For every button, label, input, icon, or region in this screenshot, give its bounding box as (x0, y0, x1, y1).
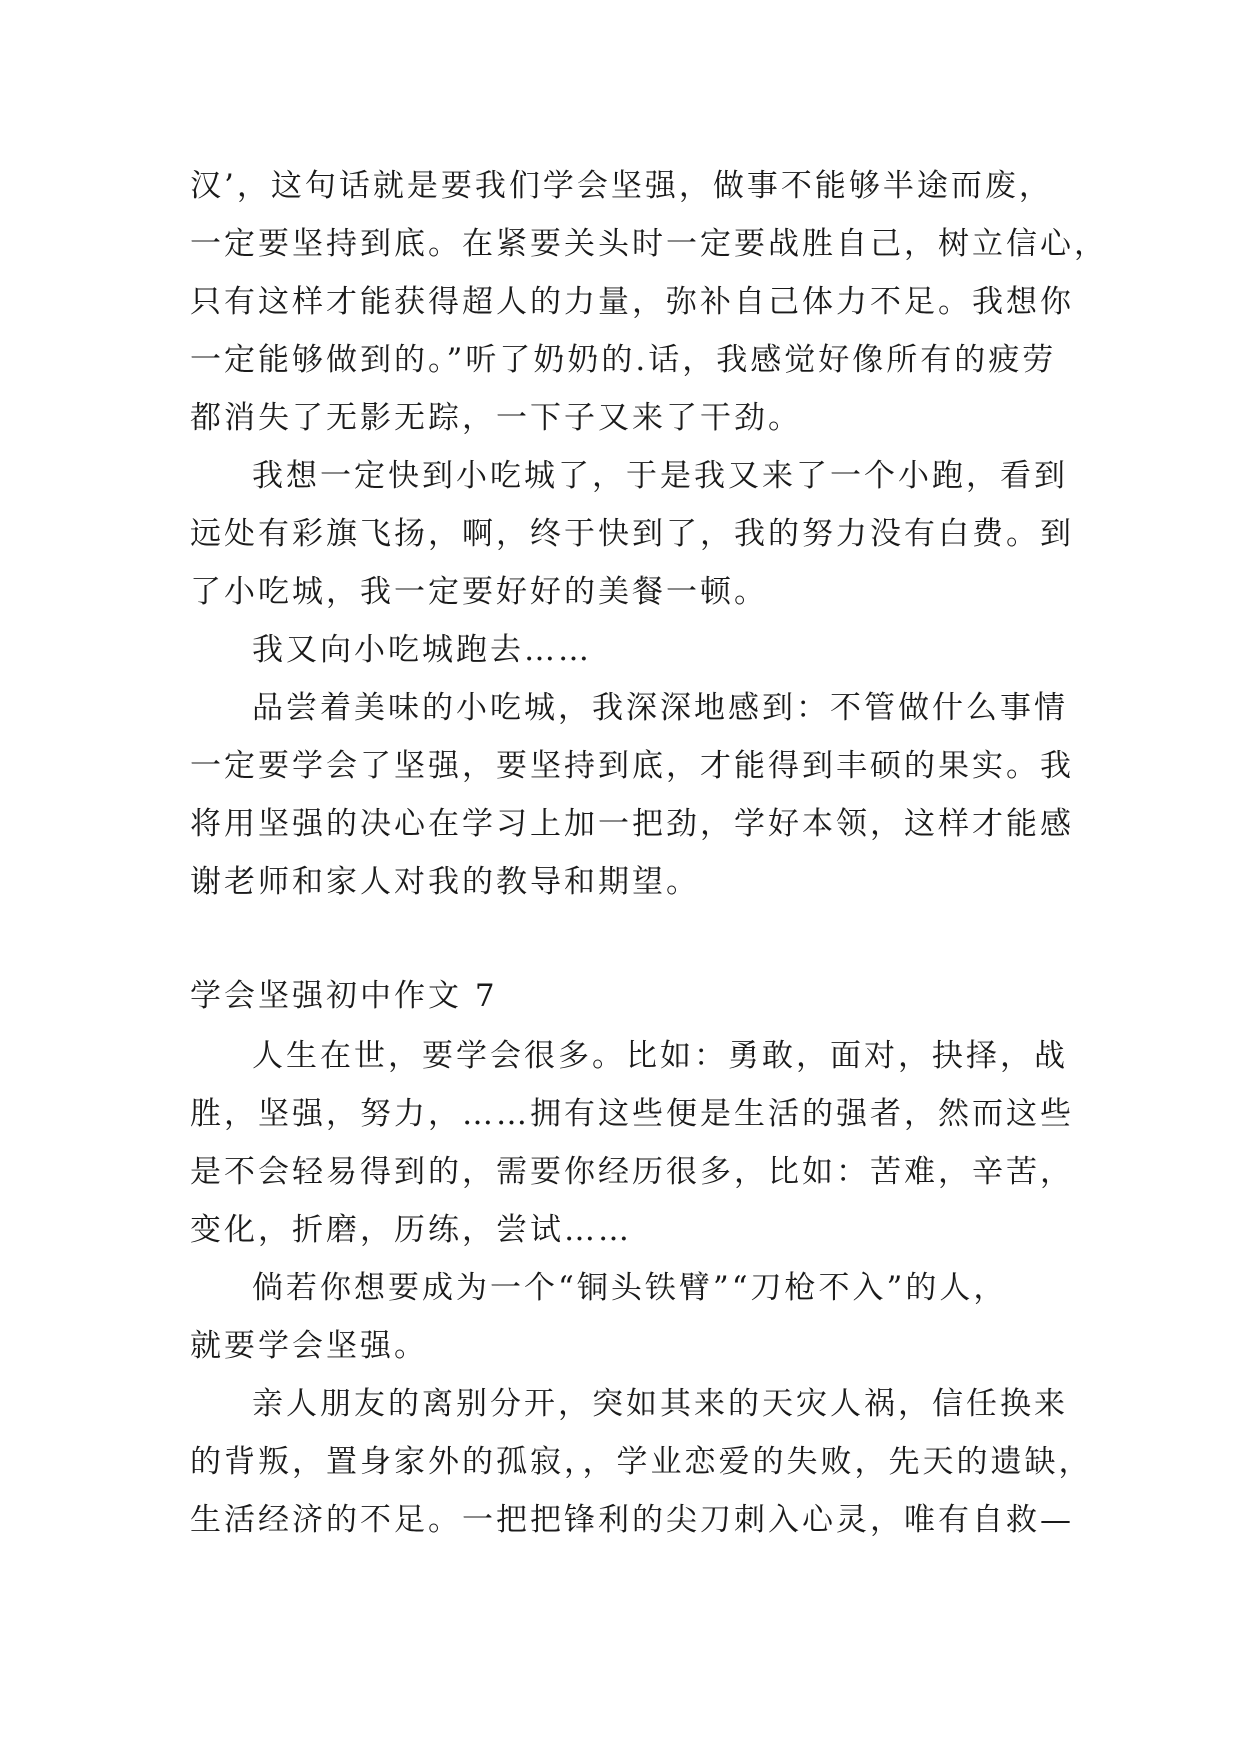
section-heading: 学会坚强初中作文 7 (190, 978, 498, 1014)
text-line: 只有这样才能获得超人的力量，弥补自己体力不足。我想你 (190, 284, 1074, 320)
text-line: 的背叛，置身家外的孤寂，，学业恋爱的失败，先天的遗缺， (190, 1444, 1093, 1480)
text-line: 一定要坚持到底。在紧要关头时一定要战胜自己，树立信心， (190, 226, 1108, 262)
text-line: 将用坚强的决心在学习上加一把劲，学好本领，这样才能感 (190, 806, 1074, 842)
text-line: 远处有彩旗飞扬，啊，终于快到了，我的努力没有白费。到 (190, 516, 1074, 552)
text-line: 胜，坚强，努力，……拥有这些便是生活的强者，然而这些 (190, 1096, 1074, 1132)
text-line: 变化，折磨，历练，尝试…… (190, 1212, 632, 1248)
text-line: 人生在世，要学会很多。比如：勇敢，面对，抉择，战 (252, 1038, 1068, 1074)
text-line: 一定要学会了坚强，要坚持到底，才能得到丰硕的果实。我 (190, 748, 1074, 784)
text-line: 就要学会坚强。 (190, 1328, 428, 1364)
text-line: 是不会轻易得到的，需要你经历很多，比如：苦难，辛苦， (190, 1154, 1074, 1190)
text-line: 亲人朋友的离别分开，突如其来的天灾人祸，信任换来 (252, 1386, 1068, 1422)
text-line: 我又向小吃城跑去…… (252, 632, 592, 668)
text-line: 了小吃城，我一定要好好的美餐一顿。 (190, 574, 768, 610)
text-line: 都消失了无影无踪，一下子又来了干劲。 (190, 400, 802, 436)
text-line: 品尝着美味的小吃城，我深深地感到：不管做什么事情 (252, 690, 1068, 726)
text-line: 汉’，这句话就是要我们学会坚强，做事不能够半途而废， (190, 168, 1053, 204)
text-line: 倘若你想要成为一个“铜头铁臂”“刀枪不入”的人， (252, 1270, 1008, 1306)
text-line: 一定能够做到的。”听了奶奶的.话，我感觉好像所有的疲劳 (190, 342, 1057, 378)
text-line: 谢老师和家人对我的教导和期望。 (190, 864, 700, 900)
text-line: 生活经济的不足。一把把锋利的尖刀刺入心灵，唯有自救— (190, 1502, 1074, 1538)
text-line: 我想一定快到小吃城了，于是我又来了一个小跑，看到 (252, 458, 1068, 494)
